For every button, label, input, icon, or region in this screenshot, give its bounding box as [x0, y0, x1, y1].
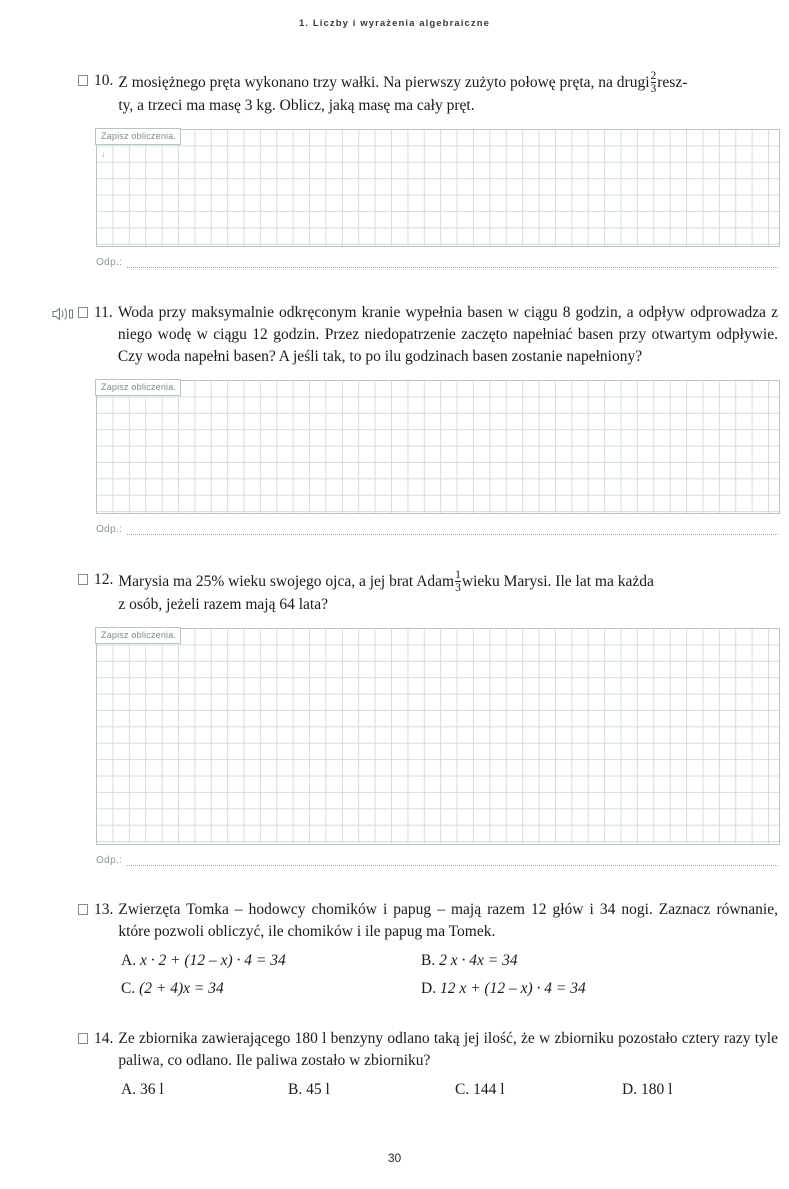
task-10-checkbox[interactable]	[78, 75, 88, 86]
task-14-options-row	[121, 1079, 778, 1100]
task-14-option-d[interactable]	[622, 1079, 789, 1100]
task-11-text: Woda przy maksymalnie odkręconym kranie wypełnia basen w ciągu 8 godzin, a odpływ odprowadza z niego wodę w ciągu 12 godzin. Przez niedopatrzenie zaczęto napełniać basen przy otwartym odpływie. Czy woda napełni basen? A jeśli tak, to po ilu godzinach basen zostanie napełniony?	[117, 304, 778, 366]
task-10	[78, 70, 778, 268]
task-11-answer-label: Odp.:	[96, 524, 123, 536]
task-10-text-part1: Z mosiężnego pręta wykonano trzy wałki. Na pierwszy zużyto połowę pręta, na drugi	[118, 73, 650, 91]
task-14-option-d-body: 180 l	[640, 1081, 673, 1099]
task-10-text-part2: resz-	[657, 73, 688, 91]
task-14-option-b-key: B.	[288, 1081, 303, 1099]
task-11-answer-dots[interactable]	[127, 526, 778, 535]
task-13	[78, 899, 778, 999]
audio-icon	[50, 305, 74, 323]
task-14-option-c[interactable]	[455, 1079, 622, 1100]
task-12-text-part1: Marysia ma 25% wieku swojego ojca, a jej brat Adam	[118, 573, 455, 591]
task-10-text-line2: ty, a trzeci ma masę 3 kg. Oblicz, jaką masę ma cały pręt.	[118, 97, 475, 115]
task-12-answer-line[interactable]	[96, 855, 778, 866]
task-11-number: 11.	[94, 304, 113, 322]
task-14-option-d-key: D.	[622, 1081, 638, 1099]
task-13-option-c-key: C.	[121, 980, 136, 998]
task-13-option-a-body: x · 2 + (12 – x) · 4 = 34	[139, 952, 286, 970]
task-13-option-b[interactable]	[421, 950, 721, 971]
task-13-options-row-2	[121, 978, 778, 999]
task-13-number: 13.	[94, 901, 114, 919]
task-14-option-c-body: 144 l	[473, 1081, 505, 1099]
task-14	[78, 1028, 778, 1100]
task-10-fraction-denominator: 3	[650, 83, 657, 96]
task-14-checkbox[interactable]	[78, 1033, 88, 1044]
task-10-grid[interactable]	[96, 129, 780, 247]
task-14-option-a[interactable]	[121, 1079, 288, 1100]
task-10-answer-line[interactable]	[96, 257, 778, 268]
task-14-option-b-body: 45 l	[306, 1081, 330, 1099]
task-11-answer-line[interactable]	[96, 524, 778, 535]
task-12-grid[interactable]	[96, 628, 780, 845]
task-14-option-a-key: A.	[121, 1081, 137, 1099]
task-11	[78, 302, 778, 535]
task-13-option-a[interactable]	[121, 950, 421, 971]
task-12-fraction	[455, 569, 461, 594]
task-13-text: Zwierzęta Tomka – hodowcy chomików i papug – mają razem 12 głów i 34 nogi. Zaznacz równanie, które pozwoli obliczyć, ile chomików i ile papug ma Tomek.	[118, 901, 778, 941]
task-11-grid-note: Zapisz obliczenia.	[95, 379, 181, 396]
task-13-option-a-key: A.	[121, 952, 137, 970]
task-12-text-part2: wieku Marysi. Ile lat ma każda	[461, 573, 654, 591]
task-11-grid[interactable]	[96, 380, 780, 514]
task-12	[78, 569, 778, 866]
task-13-option-d-key: D.	[421, 980, 437, 998]
task-11-checkbox[interactable]	[78, 307, 88, 318]
task-12-checkbox[interactable]	[78, 574, 88, 585]
task-12-answer-dots[interactable]	[127, 857, 778, 866]
task-12-answer-label: Odp.:	[96, 855, 123, 867]
task-10-fraction-numerator: 2	[650, 70, 657, 82]
task-13-option-c-body: (2 + 4)x = 34	[139, 980, 224, 998]
task-10-work-area[interactable]	[96, 129, 778, 247]
task-12-number: 12.	[94, 571, 114, 589]
task-10-number: 10.	[94, 72, 114, 89]
task-14-option-a-body: 36 l	[139, 1081, 164, 1099]
task-13-option-d-body: 12 x + (12 – x) · 4 = 34	[439, 980, 586, 998]
task-13-option-b-body: 2 x · 4x = 34	[439, 952, 518, 970]
task-10-grid-note: Zapisz obliczenia.	[95, 128, 181, 145]
task-14-number: 14.	[94, 1030, 114, 1048]
task-12-fraction-denominator: 3	[455, 582, 461, 595]
task-10-text	[118, 70, 778, 117]
page-content	[78, 70, 778, 1104]
task-12-work-area[interactable]	[96, 628, 778, 845]
task-14-option-b[interactable]	[288, 1079, 455, 1100]
page-number: 30	[387, 1151, 402, 1165]
task-12-fraction-numerator: 1	[455, 569, 461, 582]
task-14-text: Ze zbiornika zawierającego 180 l benzyny odlano taką jej ilość, że w zbiorniku pozostało cztery razy tyle paliwa, co odlano. Ile paliwa zostało w zbiorniku?	[118, 1030, 778, 1070]
task-10-answer-dots[interactable]	[127, 259, 778, 268]
task-13-option-d[interactable]	[421, 978, 721, 999]
task-13-options-row-1	[121, 950, 778, 971]
task-12-text	[118, 569, 778, 616]
page-header: 1. Liczby i wyrażenia algebraiczne	[298, 18, 491, 29]
down-arrow-icon: ↓	[101, 149, 106, 160]
task-11-work-area[interactable]	[96, 380, 778, 514]
task-14-option-c-key: C.	[455, 1081, 470, 1099]
task-12-grid-note: Zapisz obliczenia.	[95, 627, 181, 644]
task-12-text-line2: z osób, jeżeli razem mają 64 lata?	[118, 596, 328, 614]
task-10-fraction	[651, 70, 657, 95]
task-10-answer-label: Odp.:	[96, 257, 123, 269]
task-13-option-b-key: B.	[421, 952, 436, 970]
task-13-option-c[interactable]	[121, 978, 421, 999]
task-13-checkbox[interactable]	[78, 904, 88, 915]
